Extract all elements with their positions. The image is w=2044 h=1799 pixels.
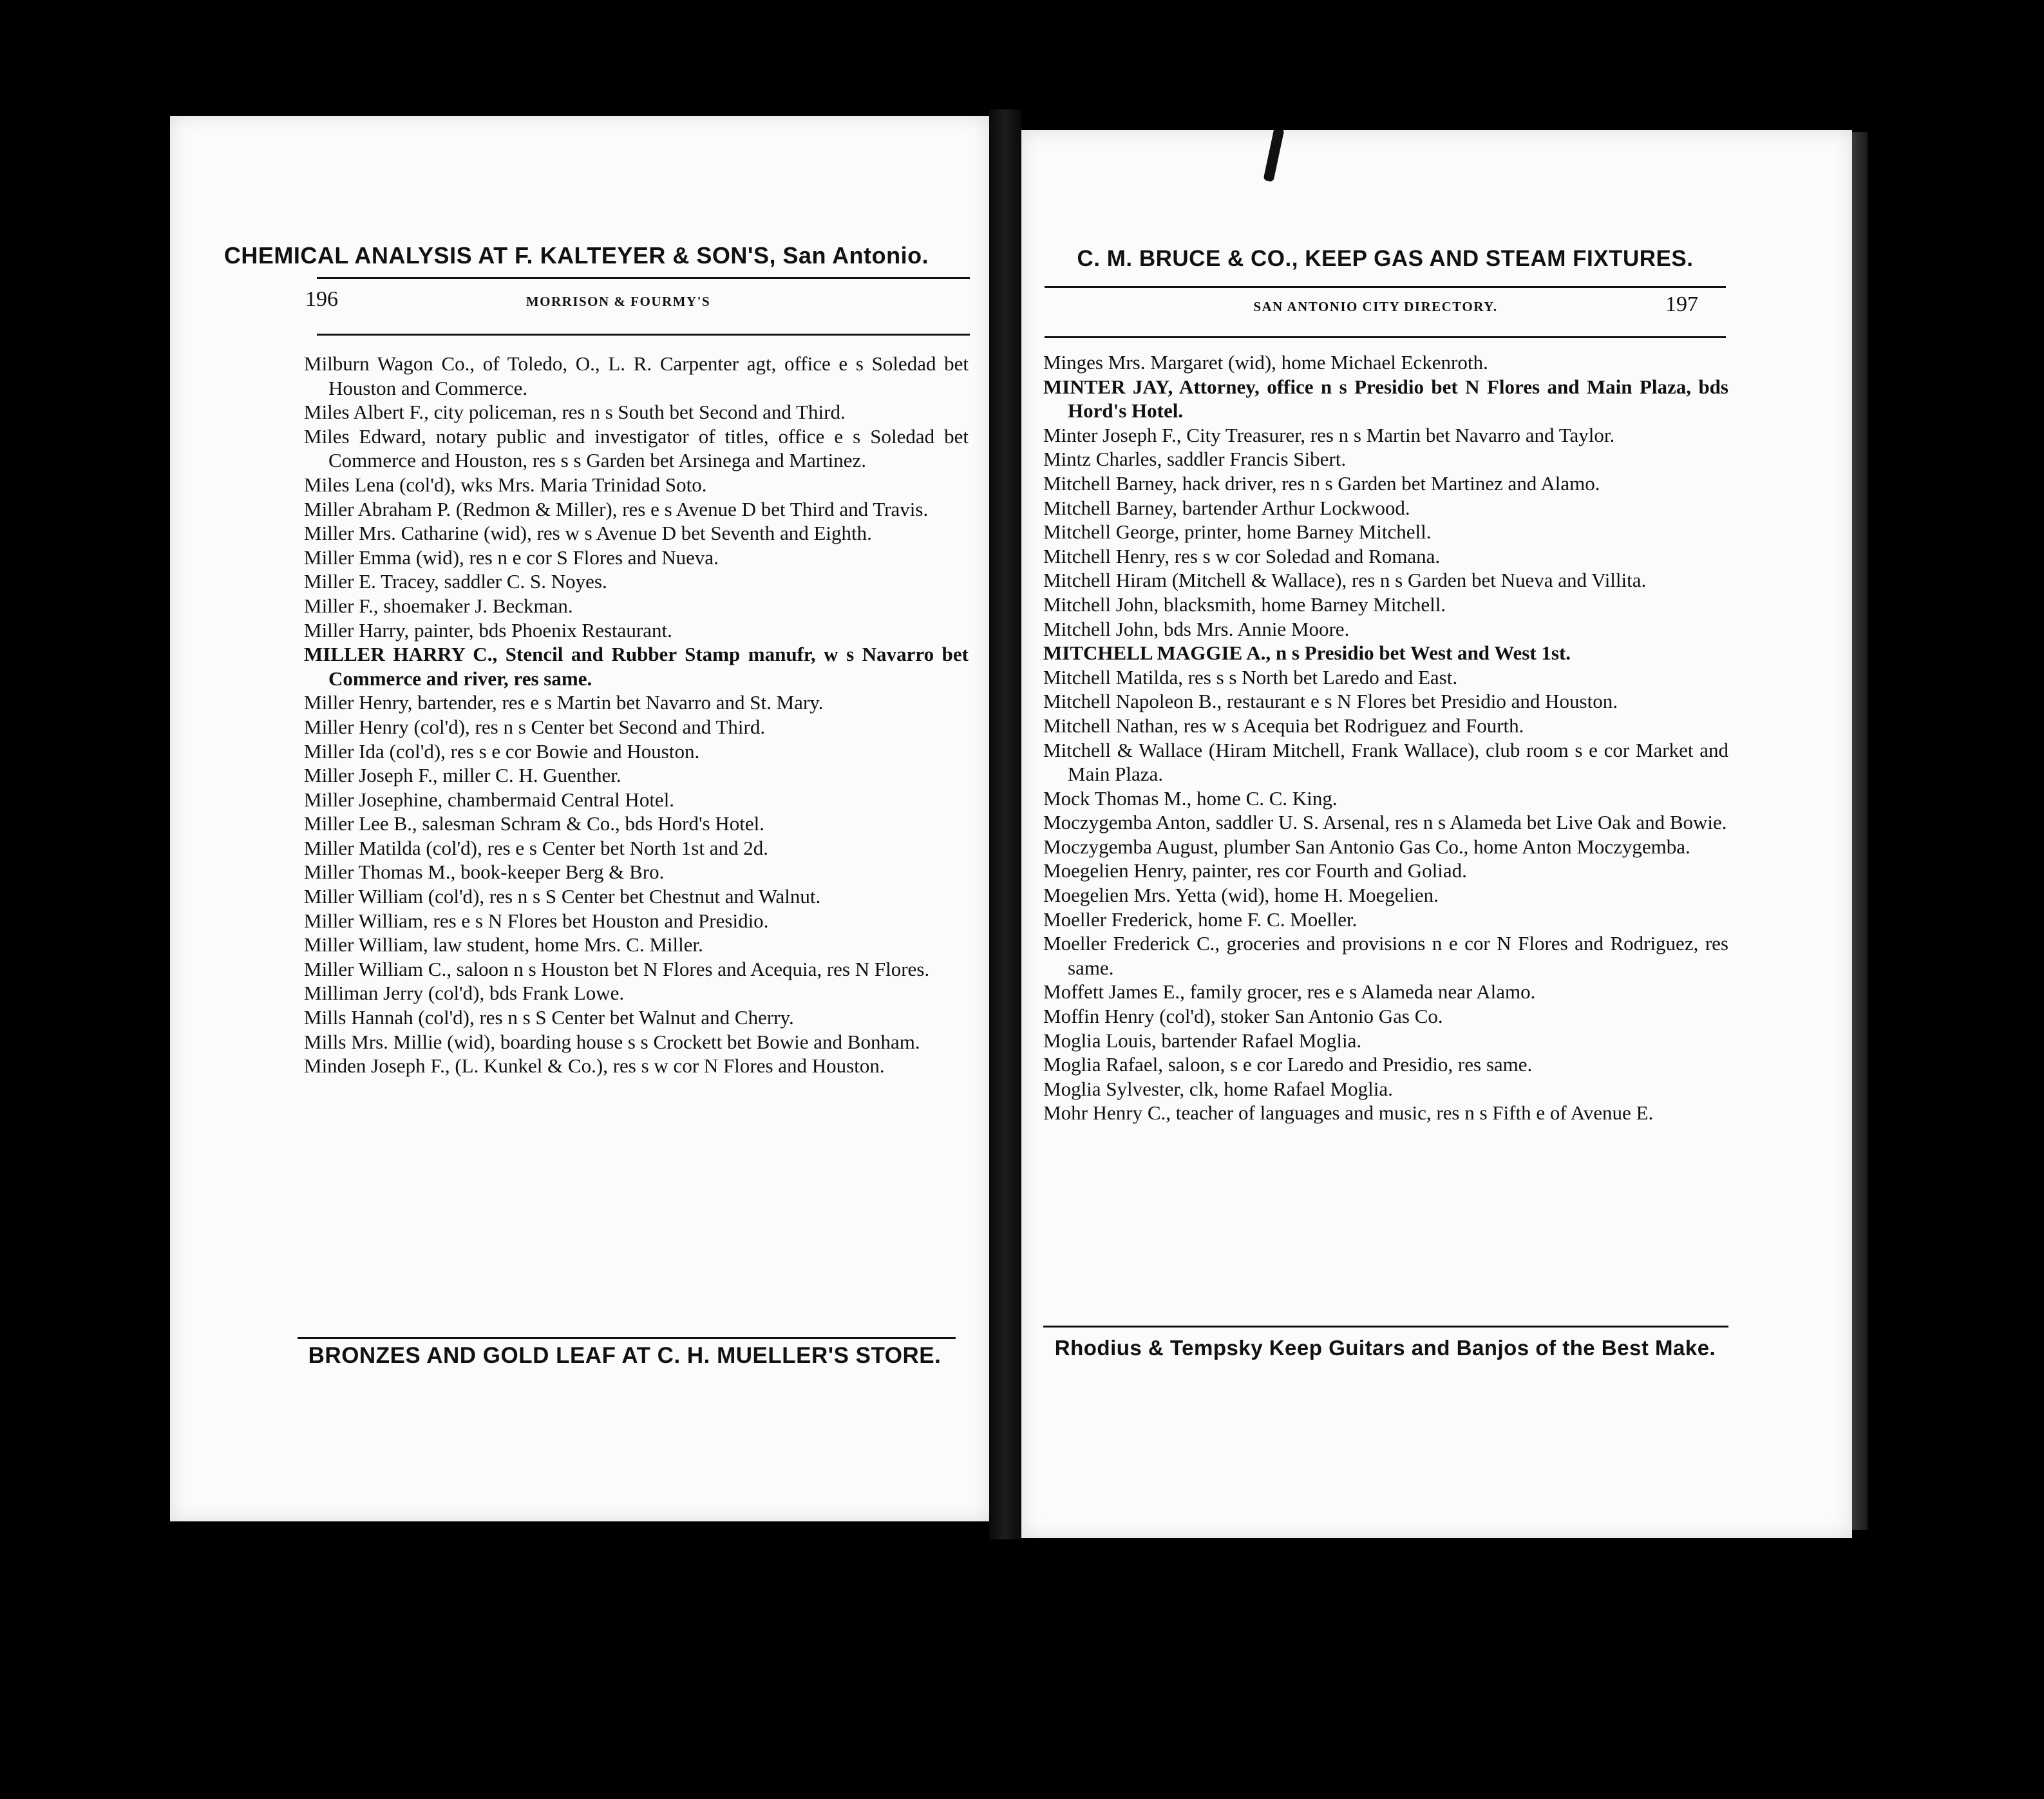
directory-entry: Miller Harry, painter, bds Phoenix Restaurant. [304, 618, 672, 642]
directory-entry: Mitchell Hiram (Mitchell & Wallace), res n s Garden bet Nueva and Villita. [1043, 569, 1647, 592]
divider-rule [317, 277, 970, 279]
directory-entry: Miller William C., saloon n s Houston bet N Flores and Acequia, res N Flores. [304, 957, 930, 980]
directory-entry: Mitchell & Wallace (Hiram Mitchell, Frank Wallace), club room s e cor Market and Main Plaza. [1043, 738, 1728, 786]
directory-entry: Moglia Rafael, saloon, s e cor Laredo and Presidio, res same. [1043, 1053, 1533, 1076]
directory-entry: Mitchell George, printer, home Barney Mitchell. [1043, 520, 1432, 544]
running-title: SAN ANTONIO CITY DIRECTORY. [1253, 299, 1498, 314]
directory-entry: Miller Abraham P. (Redmon & Miller), res e s Avenue D bet Third and Travis. [304, 497, 929, 520]
directory-entry: Miller Josephine, chambermaid Central Hotel. [304, 788, 675, 811]
directory-entry: Miller F., shoemaker J. Beckman. [304, 594, 573, 617]
directory-entry: Milburn Wagon Co., of Toledo, O., L. R. Carpenter agt, office e s Soledad bet Houston and Commerce. [304, 352, 969, 399]
directory-entry: Mills Hannah (col'd), res n s S Center bet Walnut and Cherry. [304, 1006, 794, 1029]
directory-entry: Miller Mrs. Catharine (wid), res w s Avenue D bet Seventh and Eighth. [304, 522, 872, 545]
directory-entry: Miller Thomas M., book-keeper Berg & Bro. [304, 861, 665, 884]
directory-entry: Mock Thomas M., home C. C. King. [1043, 786, 1338, 810]
directory-entry: Miller Lee B., salesman Schram & Co., bds Hord's Hotel. [304, 812, 765, 835]
directory-entry: Miller Emma (wid), res n e cor S Flores and Nueva. [304, 546, 719, 569]
directory-entry: Moffett James E., family grocer, res e s Alameda near Alamo. [1043, 980, 1536, 1004]
directory-entry: Mitchell John, blacksmith, home Barney Mitchell. [1043, 593, 1446, 616]
directory-entry: Mintz Charles, saddler Francis Sibert. [1043, 448, 1347, 471]
divider-rule [1045, 336, 1726, 338]
directory-entry: Milliman Jerry (col'd), bds Frank Lowe. [304, 982, 625, 1005]
directory-entry: Miller Matilda (col'd), res e s Center bet North 1st and 2d. [304, 836, 768, 859]
divider-rule [298, 1337, 956, 1339]
directory-entry: Moeller Frederick C., groceries and provisions n e cor N Flores and Rodriguez, res same. [1043, 932, 1728, 979]
directory-entry: Moeller Frederick, home F. C. Moeller. [1043, 908, 1358, 931]
directory-entry: Mitchell John, bds Mrs. Annie Moore. [1043, 617, 1350, 640]
directory-entry: Minges Mrs. Margaret (wid), home Michael Eckenroth. [1043, 351, 1488, 374]
top-advertisement: CHEMICAL ANALYSIS AT F. KALTEYER & SON'S, San Antonio. [223, 242, 929, 269]
directory-entry: Miller William, law student, home Mrs. C. Miller. [304, 933, 703, 957]
directory-entry: Moglia Louis, bartender Rafael Moglia. [1043, 1029, 1362, 1052]
directory-entry: Miller Henry (col'd), res n s Center bet Second and Third. [304, 715, 766, 738]
directory-entry: Moegelien Mrs. Yetta (wid), home H. Moegelien. [1043, 884, 1439, 907]
running-title: MORRISON & FOURMY'S [525, 294, 711, 309]
directory-entries [1043, 350, 1728, 1125]
directory-entry: Mitchell Barney, bartender Arthur Lockwood. [1043, 496, 1410, 519]
page-header [1021, 292, 1852, 321]
directory-entry: Mitchell Matilda, res s s North bet Laredo and East. [1043, 665, 1458, 689]
directory-entry: Miller Joseph F., miller C. H. Guenther. [304, 764, 621, 787]
directory-entry: Miller William, res e s N Flores bet Houston and Presidio. [304, 909, 769, 932]
directory-entry: Mohr Henry C., teacher of languages and music, res n s Fifth e of Avenue E. [1043, 1101, 1654, 1125]
directory-entry: MILLER HARRY C., Stencil and Rubber Stamp manufr, w s Navarro bet Commerce and river, res same. [304, 643, 969, 690]
divider-rule [1045, 286, 1726, 288]
directory-entries [304, 352, 969, 1078]
directory-entry: Moffin Henry (col'd), stoker San Antonio Gas Co. [1043, 1005, 1443, 1028]
directory-entry: Mitchell Barney, hack driver, res n s Garden bet Martinez and Alamo. [1043, 471, 1600, 495]
bottom-advertisement: Rhodius & Tempsky Keep Guitars and Banjos of the Best Make. [1054, 1336, 1716, 1360]
directory-entry: Moczygemba August, plumber San Antonio Gas Co., home Anton Moczygemba. [1043, 835, 1690, 858]
bottom-advertisement: BRONZES AND GOLD LEAF AT C. H. MUELLER'S STORE. [308, 1343, 942, 1368]
page-edge [1852, 132, 1868, 1530]
directory-entry: Miles Lena (col'd), wks Mrs. Maria Trinidad Soto. [304, 473, 707, 496]
divider-rule [317, 334, 970, 336]
divider-rule [1043, 1326, 1728, 1328]
directory-entry: Mitchell Nathan, res w s Acequia bet Rodriguez and Fourth. [1043, 714, 1524, 737]
page-number: 196 [305, 287, 338, 311]
directory-entry: Miles Albert F., city policeman, res n s South bet Second and Third. [304, 401, 846, 424]
directory-entry: MINTER JAY, Attorney, office n s Presidio bet N Flores and Main Plaza, bds Hord's Hotel. [1043, 375, 1728, 423]
directory-entry: Miller William (col'd), res n s S Center bet Chestnut and Walnut. [304, 885, 821, 908]
directory-entry: Moglia Sylvester, clk, home Rafael Moglia. [1043, 1077, 1393, 1100]
bookmark-ribbon [1263, 130, 1284, 182]
directory-entry: Minden Joseph F., (L. Kunkel & Co.), res s w cor N Flores and Houston. [304, 1054, 885, 1078]
directory-entry: Mitchell Napoleon B., restaurant e s N Flores bet Presidio and Houston. [1043, 690, 1618, 713]
right-page [1021, 130, 1852, 1538]
directory-entry: Miller Henry, bartender, res e s Martin bet Navarro and St. Mary. [304, 691, 824, 714]
page-number: 197 [1665, 292, 1698, 316]
directory-entry: Miller Ida (col'd), res s e cor Bowie and Houston. [304, 739, 700, 763]
directory-entry: MITCHELL MAGGIE A., n s Presidio bet West and West 1st. [1043, 642, 1571, 665]
directory-entry: Mills Mrs. Millie (wid), boarding house s s Crockett bet Bowie and Bonham. [304, 1030, 920, 1053]
directory-entry: Mitchell Henry, res s w cor Soledad and Romana. [1043, 544, 1441, 567]
book-spine [989, 109, 1021, 1539]
page-header [170, 287, 989, 316]
directory-entry: Miles Edward, notary public and investigator of titles, office e s Soledad bet Commerce and Houston, res s s Garden bet Arsinega and Martinez. [304, 424, 969, 472]
left-page [170, 116, 989, 1521]
directory-entry: Moczygemba Anton, saddler U. S. Arsenal, res n s Alameda bet Live Oak and Bowie. [1043, 811, 1727, 834]
directory-entry: Miller E. Tracey, saddler C. S. Noyes. [304, 570, 607, 593]
directory-entry: Minter Joseph F., City Treasurer, res n s Martin bet Navarro and Taylor. [1043, 423, 1615, 446]
directory-entry: Moegelien Henry, painter, res cor Fourth and Goliad. [1043, 859, 1467, 882]
top-advertisement: C. M. BRUCE & CO., KEEP GAS AND STEAM FIXTURES. [1077, 246, 1694, 271]
